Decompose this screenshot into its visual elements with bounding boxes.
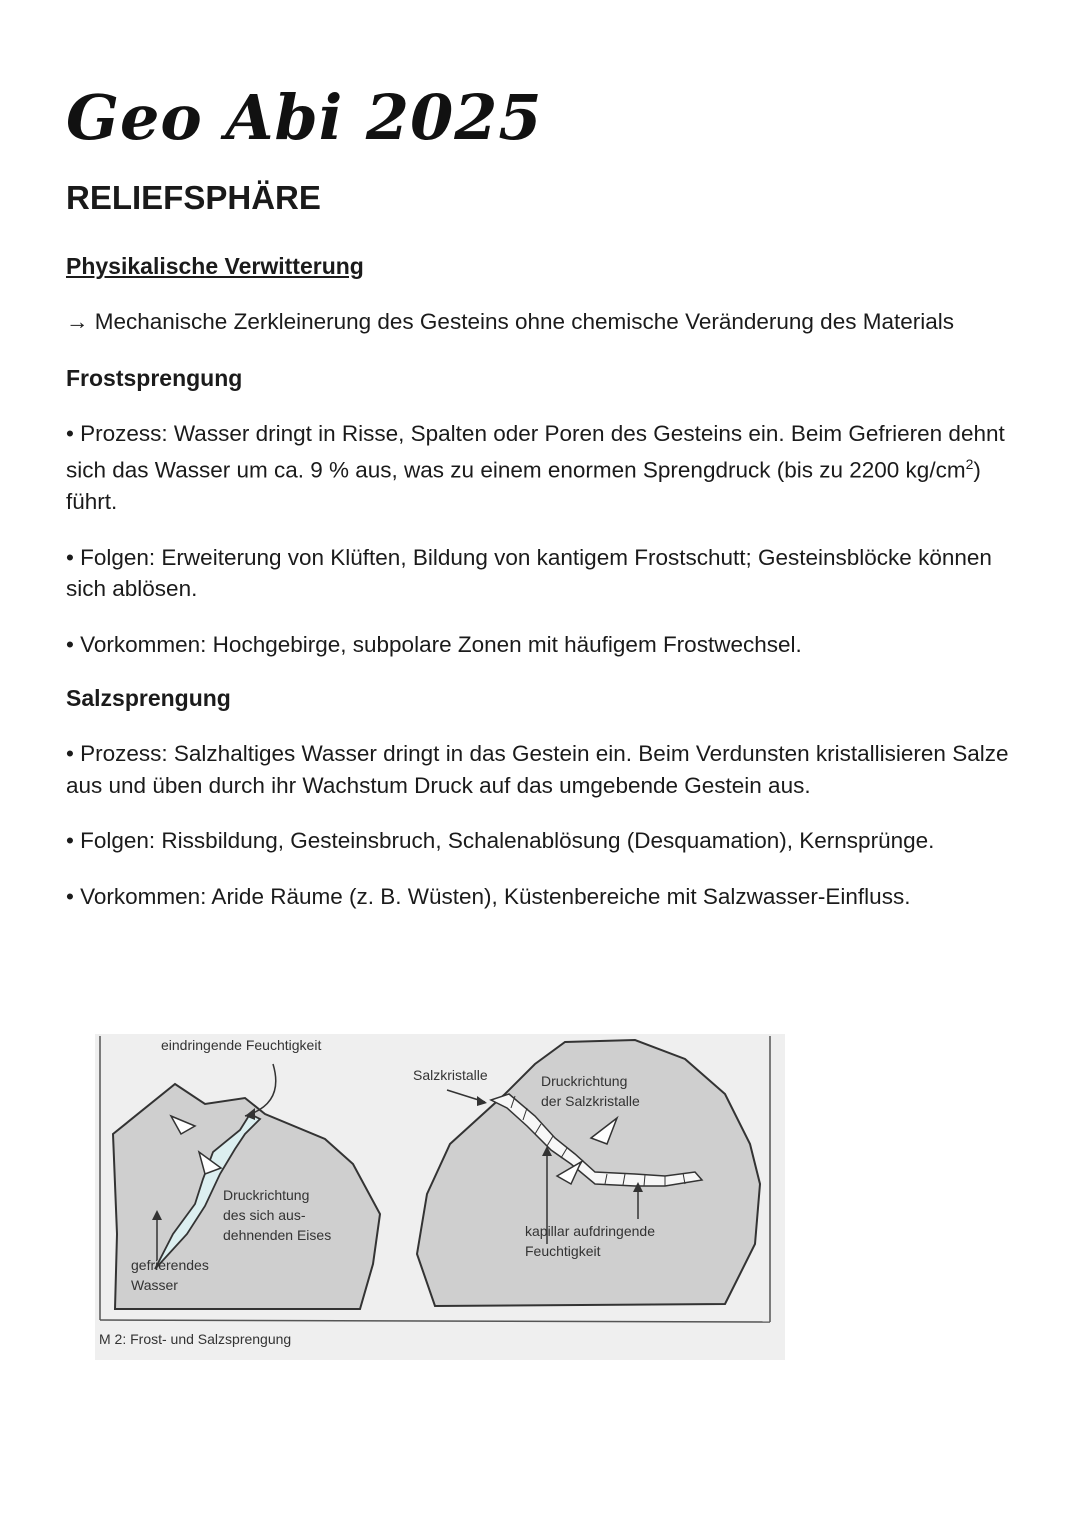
label-salt-direction-1: Druckrichtung [541,1073,628,1089]
frost-process-text: • Prozess: Wasser dringt in Risse, Spalten oder Poren des Gesteins ein. Beim Gefrieren dehnt sich das Wasser um ca. 9 % aus, was zu einem enormen Sprengdruck (bis zu 2200 kg/cm [66,420,1005,483]
salt-process: • Prozess: Salzhaltiges Wasser dringt in das Gestein ein. Beim Verdunsten kristallisieren Salze aus und üben durch ihr Wachstum Druck auf das umgebende Gestein aus. [66,741,1009,798]
label-ice-direction-3: dehnenden Eises [223,1227,332,1243]
document-page [66,78,1026,912]
frost-process-superscript: 2 [965,456,974,472]
label-capillary-1: kapillar aufdringende [525,1223,655,1239]
label-freezing-1: gefrierendes [131,1257,209,1273]
frost-process [66,418,1026,518]
page-title: Geo Abi 2025 [66,81,543,154]
salt-consequences: • Folgen: Rissbildung, Gesteinsbruch, Schalenablösung (Desquamation), Kernsprünge. [66,828,935,853]
frost-occurrence: • Vorkommen: Hochgebirge, subpolare Zonen mit häufigem Frostwechsel. [66,631,802,657]
salt-heading: Salzsprengung [66,685,231,711]
frost-consequences: • Folgen: Erweiterung von Klüften, Bildung von kantigem Frostschutt; Gesteinsblöcke können sich ablösen. [66,544,992,601]
salt-occurrence: • Vorkommen: Aride Räume (z. B. Wüsten), Küstenbereiche mit Salzwasser-Einfluss. [66,883,911,909]
frost-heading: Frostsprengung [66,364,243,391]
physical-weathering-heading: Physikalische Verwitterung [66,253,364,279]
figure-caption: M 2: Frost- und Salzsprengung [99,1331,292,1347]
frost-process-end: ) führt. [66,457,981,514]
label-ice-direction-1: Druckrichtung [223,1187,310,1203]
label-ice-direction-2: des sich aus- [223,1207,306,1223]
label-salt-crystals: Salzkristalle [413,1067,488,1083]
label-capillary-2: Feuchtigkeit [525,1243,601,1259]
label-freezing-2: Wasser [131,1277,178,1293]
weathering-figure [95,1034,785,1360]
section-title: RELIEFSPHÄRE [66,179,321,216]
physical-weathering-definition: → Mechanische Zerkleinerung des Gesteins ohne chemische Veränderung des Materials [66,309,954,334]
label-salt-direction-2: der Salzkristalle [541,1093,640,1109]
label-moisture: eindringende Feuchtigkeit [161,1037,322,1053]
weathering-diagram [95,1034,785,1360]
